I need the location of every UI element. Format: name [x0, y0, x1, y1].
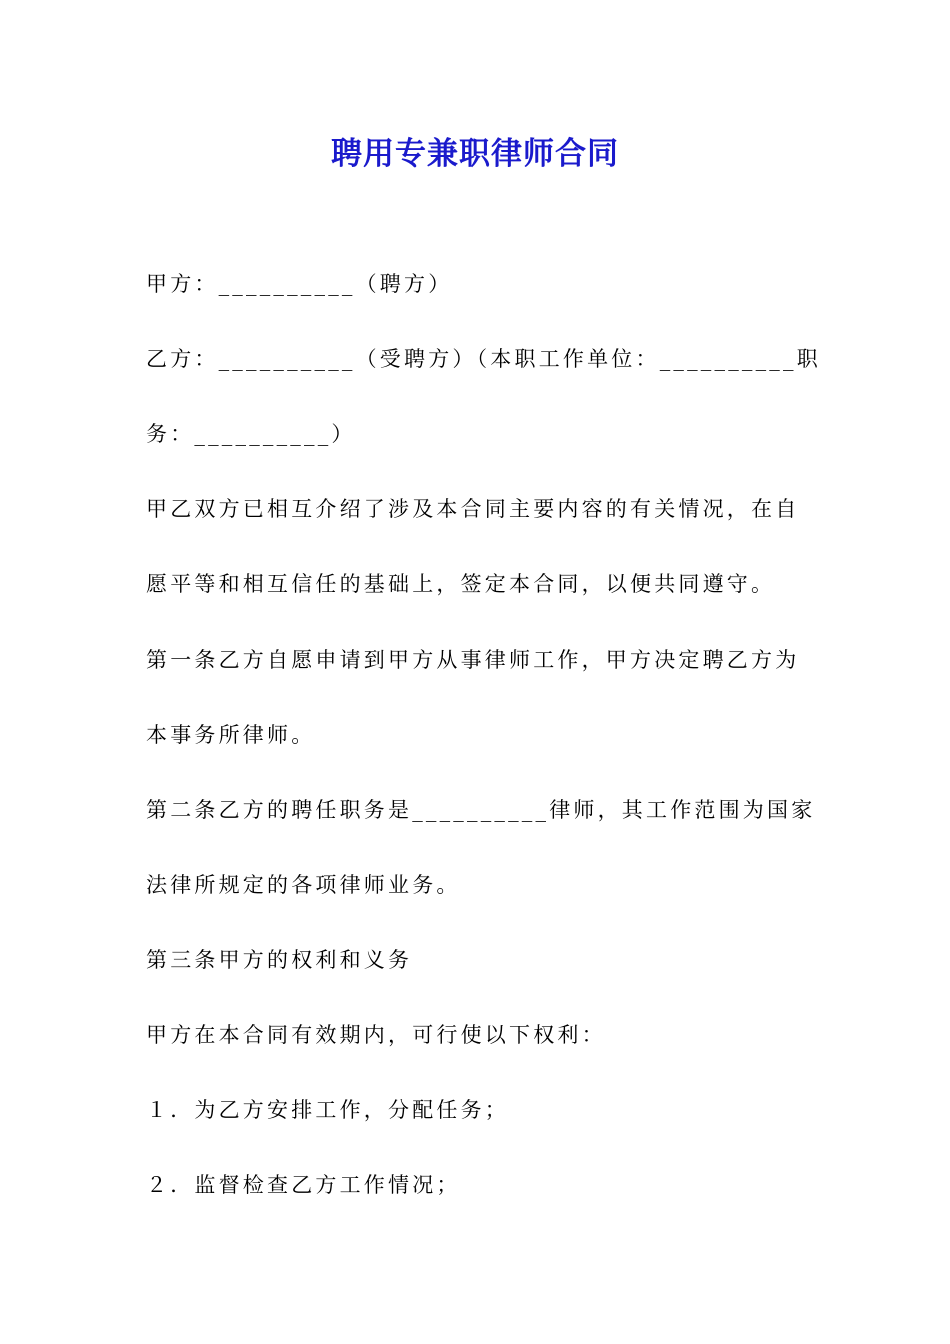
party-a-right-2: ２．监督检查乙方工作情况；	[146, 1173, 461, 1197]
article-2-line-2: 法律所规定的各项律师业务。	[146, 873, 461, 897]
preamble-line-1: 甲乙双方已相互介绍了涉及本合同主要内容的有关情况，在自	[146, 497, 800, 521]
preamble-line-2: 愿平等和相互信任的基础上，签定本合同，以便共同遵守。	[146, 572, 776, 596]
article-2-line-1: 第二条乙方的聘任职务是__________律师，其工作范围为国家	[146, 798, 816, 822]
party-b-position-line: 务：__________）	[146, 422, 356, 446]
article-1-line-2: 本事务所律师。	[146, 723, 316, 747]
article-3-heading: 第三条甲方的权利和义务	[146, 948, 413, 972]
article-1-line-1: 第一条乙方自愿申请到甲方从事律师工作，甲方决定聘乙方为	[146, 648, 800, 672]
party-a-line: 甲方：__________（聘方）	[146, 272, 453, 296]
party-a-rights-intro: 甲方在本合同有效期内，可行使以下权利：	[146, 1023, 606, 1047]
document-title: 聘用专兼职律师合同	[331, 136, 619, 172]
party-a-right-1: １．为乙方安排工作，分配任务；	[146, 1098, 509, 1122]
party-b-line: 乙方：__________（受聘方）（本职工作单位：__________职	[146, 347, 821, 371]
